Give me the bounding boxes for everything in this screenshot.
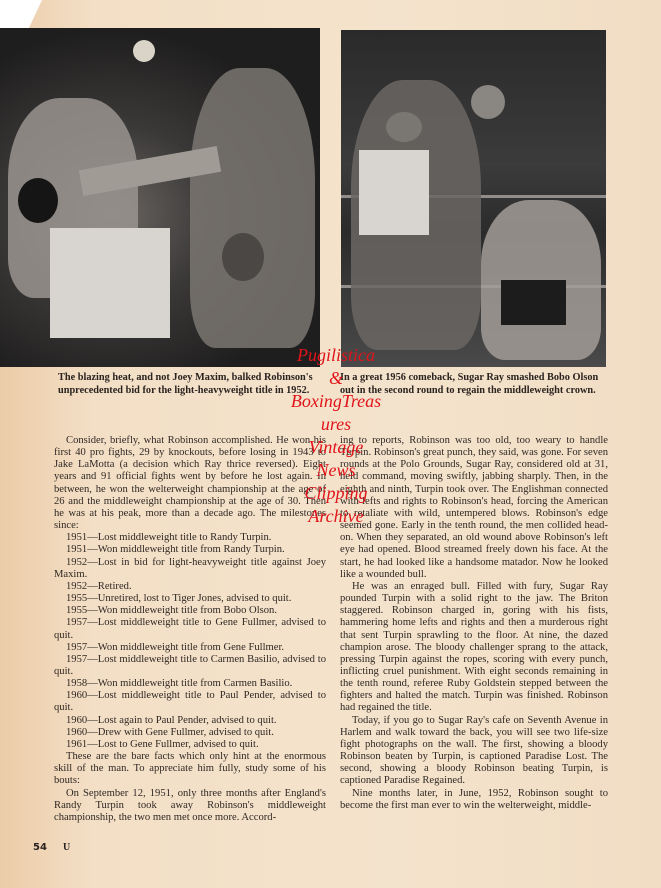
paragraph-nine-months: Nine months later, in June, 1952, Robinson sought to become the first man ever to win the welterweight, middle- [340,787,608,811]
caption-line: In a great 1956 comeback, Sugar Ray smashed Bobo Olson [340,372,599,383]
milestone-item: 1960—Lost middleweight title to Paul Pender, advised to quit. [54,690,326,714]
glove [471,85,505,119]
caption-line: unprecedented bid for the light-heavyweight title in 1952. [58,384,310,396]
glove [222,233,264,281]
watermark-line: Clipping [304,483,368,503]
dark-trunks [501,280,566,325]
paragraph-intro: Consider, briefly, what Robinson accomplished. He won his first 40 pro fights, 29 by knockouts, before losing in 1943 to Jake LaMotta (a decision which Ray thrice reversed). Eight years and 91 official fights went by before he lost again. In between, he won the welterweight championship at the age of 26 and the middleweight championship at the age of 30. Then he was at his peak, more than a decade ago. The milestones since: [54,435,326,532]
glove [386,112,422,142]
paragraph-enraged-bull: He was an enraged bull. Filled with fury, Sugar Ray pounded Turpin with a solid right to the jaw. The Briton staggered. Robinson charged in, goring with his fists, hammering home lefts and rights and then a murderous right that sent Turpin sprawling to the floor. At nine, the dazed champion arose. The bloody challenger sprang to the attack, pressing Turpin against the ropes, scoring with every punch, inflicting cruel punishment. With eight seconds remaining in the tenth round, referee Ruby Goldstein stepped between the fighters and halted the match. Turpin was finished. Robinson had regained the title. [340,580,608,714]
white-trunks [359,150,429,235]
caption-line: out in the second round to regain the middleweight crown. [340,384,596,396]
milestone-item: 1960—Drew with Gene Fullmer, advised to quit. [66,726,274,738]
page-number: 54 [33,842,47,853]
milestone-item: 1957—Lost middleweight title to Gene Fullmer, advised to quit. [54,617,326,641]
paragraph-continuation: ing to reports, Robinson was too old, too weary to handle Turpin. Robinson's great punch, they said, was gone. For seven rounds at the Polo Grounds, Sugar Ray, considered old at 31, held command, moving swiftly, jabbing sharply. Then, in the eighth and ninth, Turpin took over. The Englishman connected with lefts and rights to Robinson's head, forcing the American to retaliate with wild, untempered blows. Robinson's edge seemed gone. Early in the tenth round, the men collided head-on. When they separated, an old wound above Robinson's left eye had opened. Blood streamed freely down his face. At the start, he had looked like a handsome matador. Now he looked like a wounded bull. [340,435,608,580]
milestone-item: 1958—Won middleweight title from Carmen Basilio. [66,678,293,690]
white-trunks [50,228,170,338]
milestone-item: 1955—Unretired, lost to Tiger Jones, advised to quit. [66,593,292,605]
paragraph-today: Today, if you go to Sugar Ray's cafe on Seventh Avenue in Harlem and walk toward the back, you will see two life-size fight photographs on the wall. The first, showing a bloody Robinson beaten by Turpin, is captioned Paradise Lost. The second, showing a bloody Robinson beating Turpin, is captioned Paradise Regained. [340,714,608,787]
milestone-item: 1961—Lost to Gene Fullmer, advised to quit. [66,738,259,750]
watermark-line: & [328,368,343,388]
photo-caption-right [340,372,598,397]
article-column-left [54,435,326,824]
milestone-item: 1951—Lost middleweight title to Randy Turpin. [66,532,272,544]
milestone-item: 1957—Won middleweight title from Gene Fullmer. [66,641,285,653]
watermark-line: Vintage [308,437,364,457]
boxer-robinson-figure [190,68,315,348]
milestone-item: 1952—Lost in bid for light-heavyweight title against Joey Maxim. [54,556,326,580]
article-column-right [340,435,608,812]
photo-robinson-vs-maxim [0,28,320,367]
folio-mark: U [63,842,71,853]
milestone-item: 1960—Lost again to Paul Pender, advised to quit. [66,714,277,726]
watermark-line: News [316,460,356,480]
milestone-item: 1951—Won middleweight title from Randy Turpin. [66,544,285,556]
photo-caption-left [58,372,313,397]
paragraph-bare-facts: These are the bare facts which only hint at the enormous skill of the man. To appreciate him fully, study some of his bouts: [54,751,326,787]
milestone-item: 1955—Won middleweight title from Bobo Olson. [66,605,278,617]
photo-robinson-vs-olson [341,30,606,367]
watermark-line: Pugilistica [297,345,375,365]
watermark-line: Archive [308,506,364,526]
milestone-item: 1957—Lost middleweight title to Carmen Basilio, advised to quit. [54,653,326,677]
glove [18,178,58,223]
milestone-item: 1952—Retired. [66,580,132,592]
watermark-line: ures [320,414,352,434]
paragraph-september: On September 12, 1951, only three months after England's Randy Turpin took away Robinson's middleweight championship, the two men met once more. Accord- [54,787,326,823]
arena-light [133,40,155,62]
caption-line: The blazing heat, and not Joey Maxim, balked Robinson's [58,372,313,383]
watermark-line: BoxingTreas [290,391,382,411]
